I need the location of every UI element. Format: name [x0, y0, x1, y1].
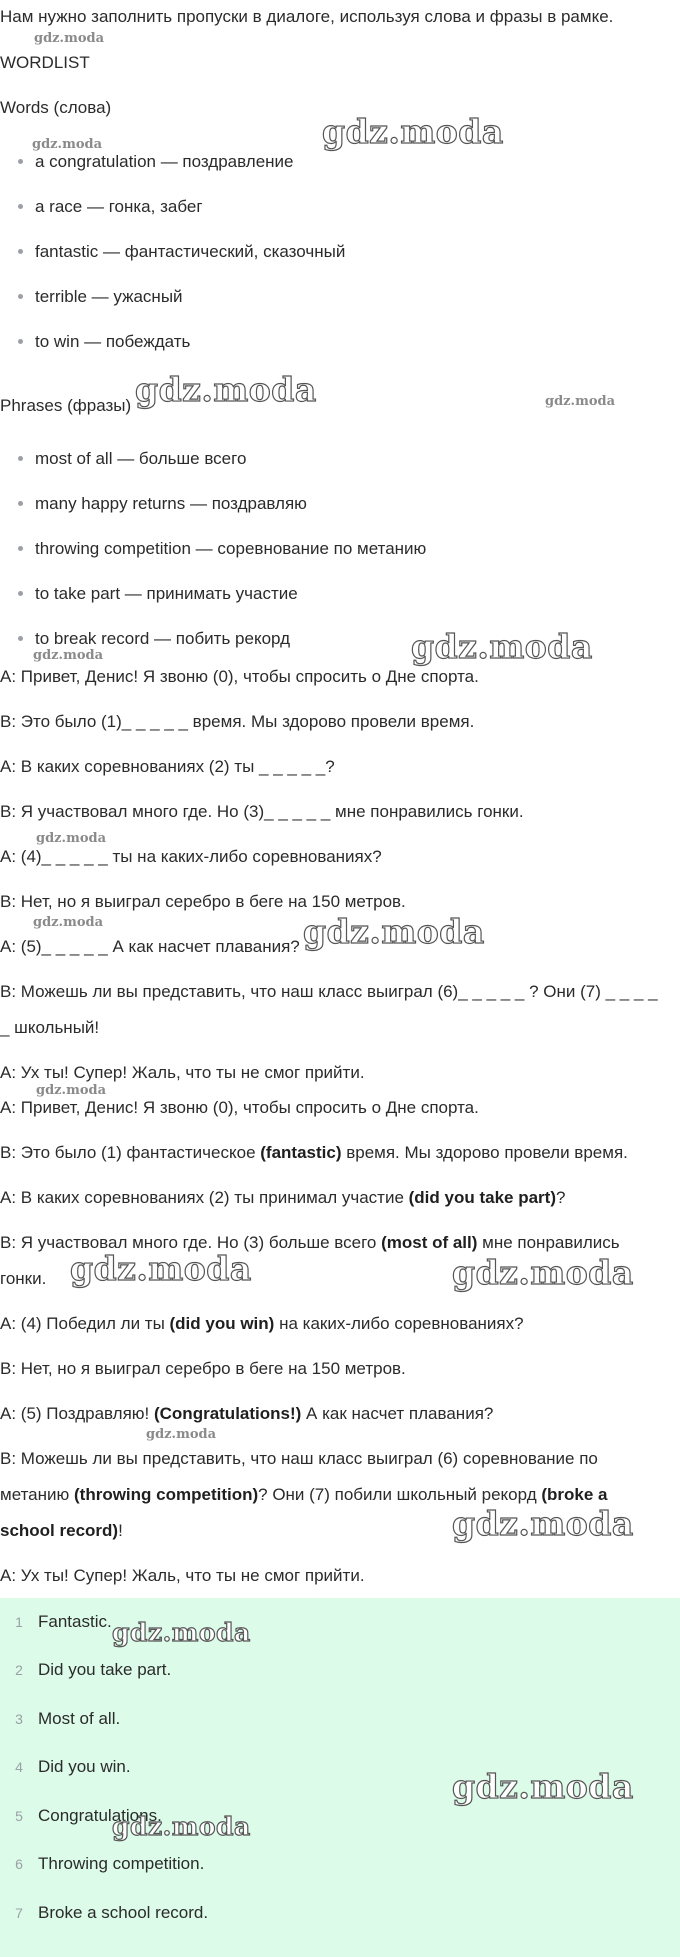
watermark: gdz.moda — [322, 112, 504, 151]
dialog-line: A: Ух ты! Супер! Жаль, что ты не смог прийти. — [0, 1063, 365, 1082]
bullet-icon — [18, 249, 23, 254]
list-item: to win — побеждать — [18, 331, 190, 353]
answer-item: 3 Most of all. — [15, 1709, 121, 1728]
answer-item: 7 Broke a school record. — [15, 1903, 209, 1922]
bullet-icon — [18, 591, 23, 596]
bullet-icon — [18, 501, 23, 506]
dialog-line: A: Привет, Денис! Я звоню (0), чтобы спросить о Дне спорта. — [0, 667, 479, 686]
answer-item: 4 Did you win. — [15, 1757, 131, 1776]
filled-line: B: Я участвовал много где. Но (3) больше всего (most of all) мне понравились — [0, 1233, 620, 1252]
bullet-icon — [18, 546, 23, 551]
watermark: gdz.moda — [452, 1504, 634, 1543]
dialog-line: A: (4)_ _ _ _ _ ты на каких-либо соревнованиях? — [0, 847, 382, 866]
filled-line: метанию (throwing competition)? Они (7) побили школьный рекорд (broke a — [0, 1485, 608, 1504]
list-item: many happy returns — поздравляю — [18, 493, 307, 515]
list-item: a congratulation — поздравление — [18, 151, 294, 173]
bullet-icon — [18, 339, 23, 344]
filled-line: гонки. — [0, 1269, 47, 1288]
bullet-icon — [18, 456, 23, 461]
words-title: Words (слова) — [0, 98, 112, 117]
watermark: gdz.moda — [70, 1249, 252, 1288]
dialog-line: B: Это было (1)_ _ _ _ _ время. Мы здорово провели время. — [0, 712, 475, 731]
list-item: to take part — принимать участие — [18, 583, 298, 605]
dialog-line: A: (5)_ _ _ _ _ А как насчет плавания? — [0, 937, 300, 956]
bullet-icon — [18, 159, 23, 164]
wordlist-title: WORDLIST — [0, 53, 90, 72]
filled-line: B: Нет, но я выиграл серебро в беге на 150 метров. — [0, 1359, 406, 1378]
filled-line: B: Можешь ли вы представить, что наш класс выиграл (6) соревнование по — [0, 1449, 598, 1468]
dialog-line: B: Нет, но я выиграл серебро в беге на 150 метров. — [0, 892, 406, 911]
watermark: gdz.moda — [34, 31, 105, 46]
list-item: fantastic — фантастический, сказочный — [18, 241, 345, 263]
answer-item: 5 Congratulations. — [15, 1806, 162, 1825]
watermark: gdz.moda — [452, 1253, 634, 1292]
filled-line: A: Ух ты! Супер! Жаль, что ты не смог прийти. — [0, 1566, 365, 1585]
filled-line: A: Привет, Денис! Я звоню (0), чтобы спросить о Дне спорта. — [0, 1098, 479, 1117]
watermark: gdz.moda — [33, 648, 104, 663]
phrases-title: Phrases (фразы) — [0, 396, 132, 415]
filled-line: A: (5) Поздравляю! (Congratulations!) А как насчет плавания? — [0, 1404, 494, 1423]
watermark: gdz.moda — [36, 1083, 107, 1098]
filled-line: school record)! — [0, 1521, 123, 1540]
watermark: gdz.moda — [112, 1812, 251, 1841]
filled-line: B: Это было (1) фантастическое (fantastic) время. Мы здорово провели время. — [0, 1143, 628, 1162]
dialog-line: B: Можешь ли вы представить, что наш класс выиграл (6)_ _ _ _ _ ? Они (7) _ _ _ _ — [0, 982, 658, 1001]
list-item: most of all — больше всего — [18, 448, 246, 470]
dialog-line: _ школьный! — [0, 1018, 100, 1037]
list-item: to break record — побить рекорд — [18, 628, 290, 650]
bullet-icon — [18, 294, 23, 299]
answer-item: 2 Did you take part. — [15, 1660, 172, 1679]
watermark: gdz.moda — [135, 370, 317, 409]
bullet-icon — [18, 636, 23, 641]
filled-line: A: (4) Победил ли ты (did you win) на каких-либо соревнованиях? — [0, 1314, 524, 1333]
watermark: gdz.moda — [452, 1767, 634, 1806]
bullet-icon — [18, 204, 23, 209]
watermark: gdz.moda — [112, 1618, 251, 1647]
answer-item: 6 Throwing competition. — [15, 1854, 205, 1873]
watermark: gdz.moda — [36, 831, 107, 846]
dialog-line: B: Я участвовал много где. Но (3)_ _ _ _ _ мне понравились гонки. — [0, 802, 524, 821]
watermark: gdz.moda — [32, 137, 103, 152]
watermark: gdz.moda — [545, 394, 616, 409]
list-item: throwing competition — соревнование по метанию — [18, 538, 426, 560]
list-item: a race — гонка, забег — [18, 196, 203, 218]
dialog-line: A: В каких соревнованиях (2) ты _ _ _ _ _? — [0, 757, 335, 776]
intro-text: Нам нужно заполнить пропуски в диалоге, используя слова и фразы в рамке. — [0, 7, 614, 26]
answer-item: 1 Fantastic. — [15, 1612, 112, 1631]
watermark: gdz.moda — [146, 1427, 217, 1442]
watermark: gdz.moda — [33, 915, 104, 930]
watermark: gdz.moda — [303, 912, 485, 951]
list-item: terrible — ужасный — [18, 286, 183, 308]
watermark: gdz.moda — [411, 627, 593, 666]
filled-line: A: В каких соревнованиях (2) ты принимал участие (did you take part)? — [0, 1188, 566, 1207]
